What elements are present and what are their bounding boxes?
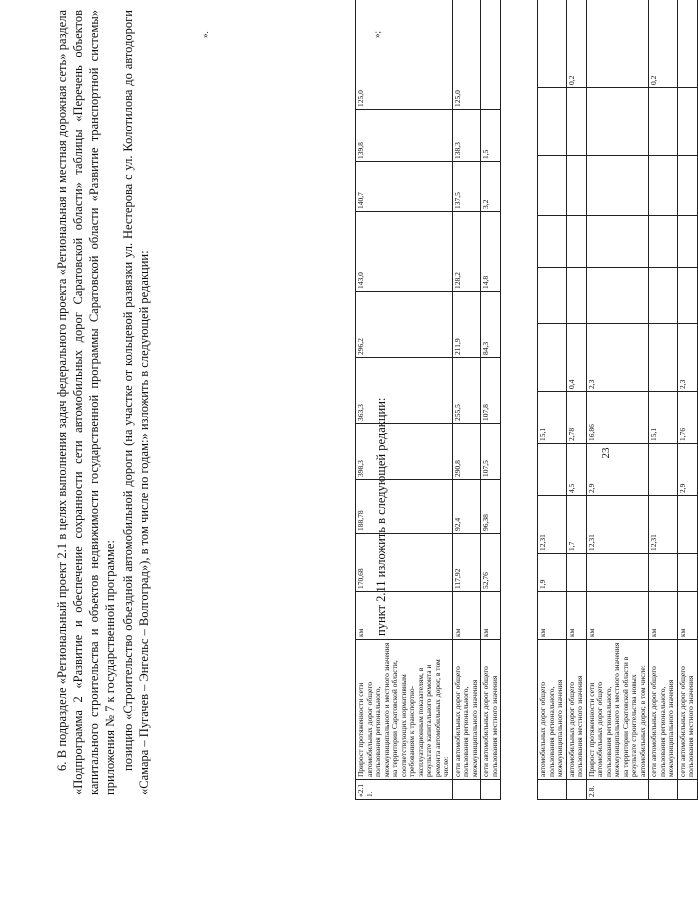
indicator-name: автомобильных дорог общего пользования регионального, межмуниципального значения xyxy=(538,640,567,780)
value-cell: 296,2 xyxy=(356,292,453,358)
value-cell: 96,38 xyxy=(481,480,501,534)
value-cell: 398,3 xyxy=(356,424,453,480)
value-cell xyxy=(538,324,567,392)
value-cell xyxy=(586,216,649,268)
value-cell: 12,31 xyxy=(538,496,567,554)
value-cell xyxy=(649,268,678,324)
value-cell: 128,2 xyxy=(452,212,481,292)
value-cell: 117,92 xyxy=(452,534,481,592)
value-cell xyxy=(481,0,501,110)
value-cell xyxy=(538,216,567,268)
value-cell xyxy=(677,268,697,324)
value-cell: 140,7 xyxy=(356,162,453,212)
value-cell xyxy=(566,554,586,592)
value-cell: 12,31 xyxy=(649,496,678,554)
value-cell: 0,2 xyxy=(649,0,678,88)
value-cell xyxy=(677,0,697,88)
unit-cell: км xyxy=(538,592,567,640)
unit-cell: км xyxy=(481,592,501,640)
value-cell xyxy=(649,554,678,592)
value-cell: 143,0 xyxy=(356,212,453,292)
indicator-name: Прирост протяженности сети автомобильных дорог общего пользования регионального, межмуниципального и местного значения на территории Саратовской области в результате строительства новых автомобильных дорог, в том числе: xyxy=(586,640,649,780)
value-cell: 2,78 xyxy=(566,392,586,444)
row-number xyxy=(649,780,678,800)
indicator-name: Прирост протяженности сети автомобильных дорог общего пользования регионального, межмуниципального и местного значения на территории Саратовской области, соответствующих нормативным требованиям к транспортно-эксплуатационным показателям, в результате капитального ремонта и ремонта автомобильных дорог, в том числе: xyxy=(356,640,453,780)
indicator-name: сети автомобильных дорог общего пользования местного значения xyxy=(677,640,697,780)
value-cell: 188,78 xyxy=(356,480,453,534)
value-cell: 0,4 xyxy=(566,324,586,392)
value-cell xyxy=(566,88,586,156)
value-cell xyxy=(586,156,649,216)
value-cell: 2,9 xyxy=(677,444,697,496)
table-row xyxy=(538,0,567,800)
table-row xyxy=(481,0,501,800)
value-cell: 290,8 xyxy=(452,424,481,480)
row-number xyxy=(481,780,501,800)
value-cell: 1,9 xyxy=(538,554,567,592)
unit-cell: км xyxy=(566,592,586,640)
paragraph-position: позицию «Строительство объездной автомобильной дороги (на участке от кольцевой развязки ул. Нестерова с ул. Колотилова до автодороги «Самара – Пугачев – Энгельс – Волгоград»), в том числе по годам:» изложить в следующей редакции: xyxy=(121,10,151,795)
value-cell xyxy=(538,268,567,324)
value-cell: 1,5 xyxy=(481,110,501,162)
table-row xyxy=(566,0,586,800)
table-row xyxy=(649,0,678,800)
row-number: 2.8. xyxy=(586,780,649,800)
value-cell xyxy=(538,0,567,88)
value-cell: 2,9 xyxy=(586,444,649,496)
value-cell: 0,2 xyxy=(566,0,586,88)
table-row xyxy=(586,0,649,800)
value-cell: 2,3 xyxy=(677,324,697,392)
value-cell: 170,68 xyxy=(356,534,453,592)
table-closing-mark: »; xyxy=(372,30,382,38)
value-cell: 1,76 xyxy=(677,392,697,444)
value-cell xyxy=(586,0,649,88)
unit-cell: км xyxy=(677,592,697,640)
value-cell: 255,5 xyxy=(452,358,481,424)
value-cell: 2,3 xyxy=(586,324,649,392)
indicator-name: сети автомобильных дорог общего пользования регионального, межмуниципального значения xyxy=(649,640,678,780)
value-cell xyxy=(538,88,567,156)
table-row xyxy=(356,0,453,800)
value-cell: 1,7 xyxy=(566,496,586,554)
row-number xyxy=(677,780,697,800)
value-cell: 92,4 xyxy=(452,480,481,534)
value-cell: 15,1 xyxy=(538,392,567,444)
value-cell xyxy=(677,554,697,592)
value-cell: 107,5 xyxy=(481,424,501,480)
value-cell: 125,0 xyxy=(452,0,481,110)
value-cell: 4,5 xyxy=(566,444,586,496)
table-closing-mark-2: ». xyxy=(200,31,210,38)
value-cell xyxy=(649,88,678,156)
indicators-table-2-11 xyxy=(355,0,501,800)
value-cell: 125,0 xyxy=(356,0,453,110)
table-row xyxy=(452,0,481,800)
value-cell xyxy=(649,216,678,268)
indicator-name: автомобильных дорог общего пользования местного значения xyxy=(566,640,586,780)
section-heading: пункт 2.11 изложить в следующей редакции: xyxy=(374,397,388,636)
value-cell: 3,2 xyxy=(481,162,501,212)
unit-cell: км xyxy=(452,592,481,640)
value-cell: 16,86 xyxy=(586,392,649,444)
value-cell xyxy=(649,156,678,216)
value-cell: 107,8 xyxy=(481,358,501,424)
value-cell: 137,5 xyxy=(452,162,481,212)
value-cell xyxy=(677,156,697,216)
value-cell: 139,8 xyxy=(356,110,453,162)
value-cell xyxy=(649,444,678,496)
indicator-name: сети автомобильных дорог общего пользования местного значения xyxy=(481,640,501,780)
value-cell xyxy=(649,324,678,392)
value-cell xyxy=(566,268,586,324)
value-cell xyxy=(538,156,567,216)
value-cell: 12,31 xyxy=(586,496,649,554)
value-cell xyxy=(538,444,567,496)
table-row xyxy=(677,0,697,800)
value-cell: 14,8 xyxy=(481,212,501,292)
row-number: «2.11. xyxy=(356,780,453,800)
value-cell xyxy=(677,88,697,156)
unit-cell: км xyxy=(586,592,649,640)
row-number xyxy=(538,780,567,800)
value-cell: 363,3 xyxy=(356,358,453,424)
value-cell xyxy=(586,554,649,592)
value-cell: 84,3 xyxy=(481,292,501,358)
value-cell: 52,76 xyxy=(481,534,501,592)
row-number xyxy=(566,780,586,800)
value-cell xyxy=(566,216,586,268)
value-cell: 138,3 xyxy=(452,110,481,162)
value-cell xyxy=(586,268,649,324)
value-cell xyxy=(677,496,697,554)
unit-cell: км xyxy=(356,592,453,640)
indicator-name: сети автомобильных дорог общего пользования регионального, межмуниципального значения xyxy=(452,640,481,780)
indicators-table-top xyxy=(537,0,698,800)
value-cell xyxy=(677,216,697,268)
value-cell: 15,1 xyxy=(649,392,678,444)
value-cell: 211,9 xyxy=(452,292,481,358)
value-cell xyxy=(566,156,586,216)
unit-cell: км xyxy=(649,592,678,640)
row-number xyxy=(452,780,481,800)
value-cell xyxy=(586,88,649,156)
paragraph-section-6: 6. В подразделе «Региональный проект 2.1 в целях выполнения задач федерального проекта «Региональная и местная дорожная сеть» раздела «Подпрограмма 2 «Развитие и обеспечение сохранности сети автомобильных дорог Саратовской области» таблицы «Перечень объектов капитального строительства и объектов недвижимости государственной программы Саратовской области «Развитие транспортной системы» приложения № 7 к государственной программе: xyxy=(55,10,117,795)
page-number: 23 xyxy=(600,447,612,459)
